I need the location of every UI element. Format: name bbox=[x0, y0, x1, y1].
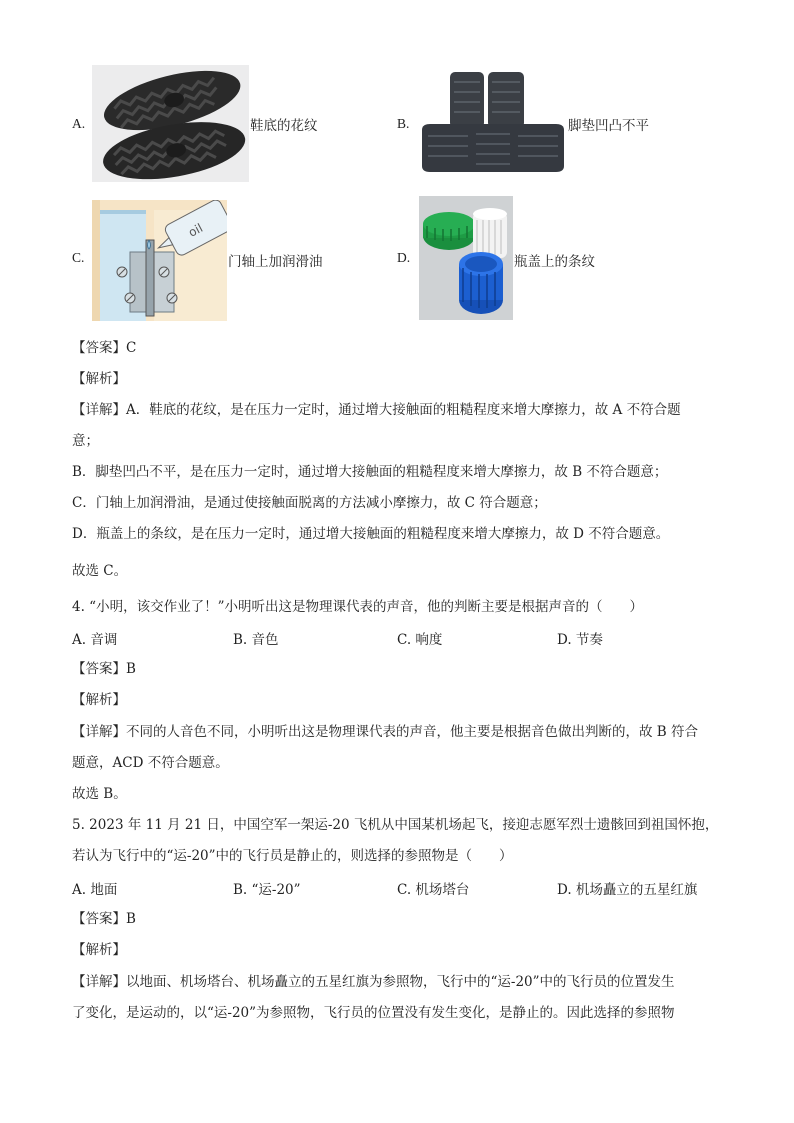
shoe-sole-image bbox=[92, 65, 249, 182]
option-a-text: 鞋底的花纹 bbox=[250, 118, 318, 134]
q5-stem-2: 若认为飞行中的“运-20”中的飞行员是静止的，则选择的参照物是（ ） bbox=[72, 848, 513, 864]
q4-analysis-label: 【解析】 bbox=[72, 692, 126, 708]
car-mat-image bbox=[418, 68, 568, 180]
q4-answer: 【答案】B bbox=[72, 661, 136, 677]
q3-conclusion: 故选 C。 bbox=[72, 563, 128, 579]
option-d-text: 瓶盖上的条纹 bbox=[514, 254, 595, 270]
q4-detail-1: 【详解】不同的人音色不同，小明听出这是物理课代表的声音，他主要是根据音色做出判断的，故 B 符合 bbox=[72, 724, 699, 740]
q4-choice-d: D. 节奏 bbox=[557, 632, 603, 648]
q3-detail-1: 【详解】A．鞋底的花纹，是在压力一定时，通过增大接触面的粗糙程度来增大摩擦力，故 A 不符合题 bbox=[72, 402, 681, 418]
q4-stem: 4. “小明，该交作业了！”小明听出这是物理课代表的声音，他的判断主要是根据声音的（ ） bbox=[72, 599, 643, 615]
q5-detail-1b: 了变化，是运动的，以“运-20”为参照物，飞行员的位置没有发生变化，是静止的。因此选择的参照物 bbox=[72, 1005, 675, 1021]
q5-choice-d: D. 机场矗立的五星红旗 bbox=[557, 882, 698, 898]
q3-detail-4: D．瓶盖上的条纹，是在压力一定时，通过增大接触面的粗糙程度来增大摩擦力，故 D 不符合题意。 bbox=[72, 526, 670, 542]
option-d-letter: D. bbox=[397, 250, 411, 265]
q5-analysis-label: 【解析】 bbox=[72, 942, 126, 958]
q3-answer: 【答案】C bbox=[72, 340, 137, 356]
option-b-text: 脚垫凹凸不平 bbox=[568, 118, 649, 134]
q5-stem-1: 5. 2023 年 11 月 21 日，中国空军一架运-20 飞机从中国某机场起飞，接迎志愿军烈士遗骸回到祖国怀抱， bbox=[72, 817, 719, 833]
q5-choice-a: A. 地面 bbox=[72, 882, 118, 898]
q5-detail-1: 【详解】以地面、机场塔台、机场矗立的五星红旗为参照物，飞行中的“运-20”中的飞行员的位置发生 bbox=[72, 974, 675, 990]
option-c-text: 门轴上加润滑油 bbox=[228, 254, 323, 270]
q5-choice-b: B. “运-20” bbox=[233, 882, 301, 898]
q3-analysis-label: 【解析】 bbox=[72, 371, 126, 387]
option-b-letter: B. bbox=[397, 116, 410, 131]
q3-detail-2: B．脚垫凹凸不平，是在压力一定时，通过增大接触面的粗糙程度来增大摩擦力，故 B 不符合题意； bbox=[72, 464, 668, 480]
q3-detail-1b: 意； bbox=[72, 433, 99, 449]
q4-conclusion: 故选 B。 bbox=[72, 786, 127, 802]
q5-choice-c: C. 机场塔台 bbox=[397, 882, 470, 898]
q3-detail-3: C．门轴上加润滑油，是通过使接触面脱离的方法减小摩擦力，故 C 符合题意； bbox=[72, 495, 547, 511]
option-c-letter: C. bbox=[72, 250, 85, 265]
q4-choice-b: B. 音色 bbox=[233, 632, 279, 648]
option-a-letter: A. bbox=[72, 116, 86, 131]
q4-choice-a: A. 音调 bbox=[72, 632, 118, 648]
bottle-caps-image bbox=[419, 196, 513, 320]
q5-answer: 【答案】B bbox=[72, 911, 136, 927]
q4-choice-c: C. 响度 bbox=[397, 632, 443, 648]
hinge-oil-image bbox=[92, 200, 227, 321]
q4-detail-1b: 题意，ACD 不符合题意。 bbox=[72, 755, 229, 771]
svg-text:oil: oil bbox=[186, 220, 206, 240]
